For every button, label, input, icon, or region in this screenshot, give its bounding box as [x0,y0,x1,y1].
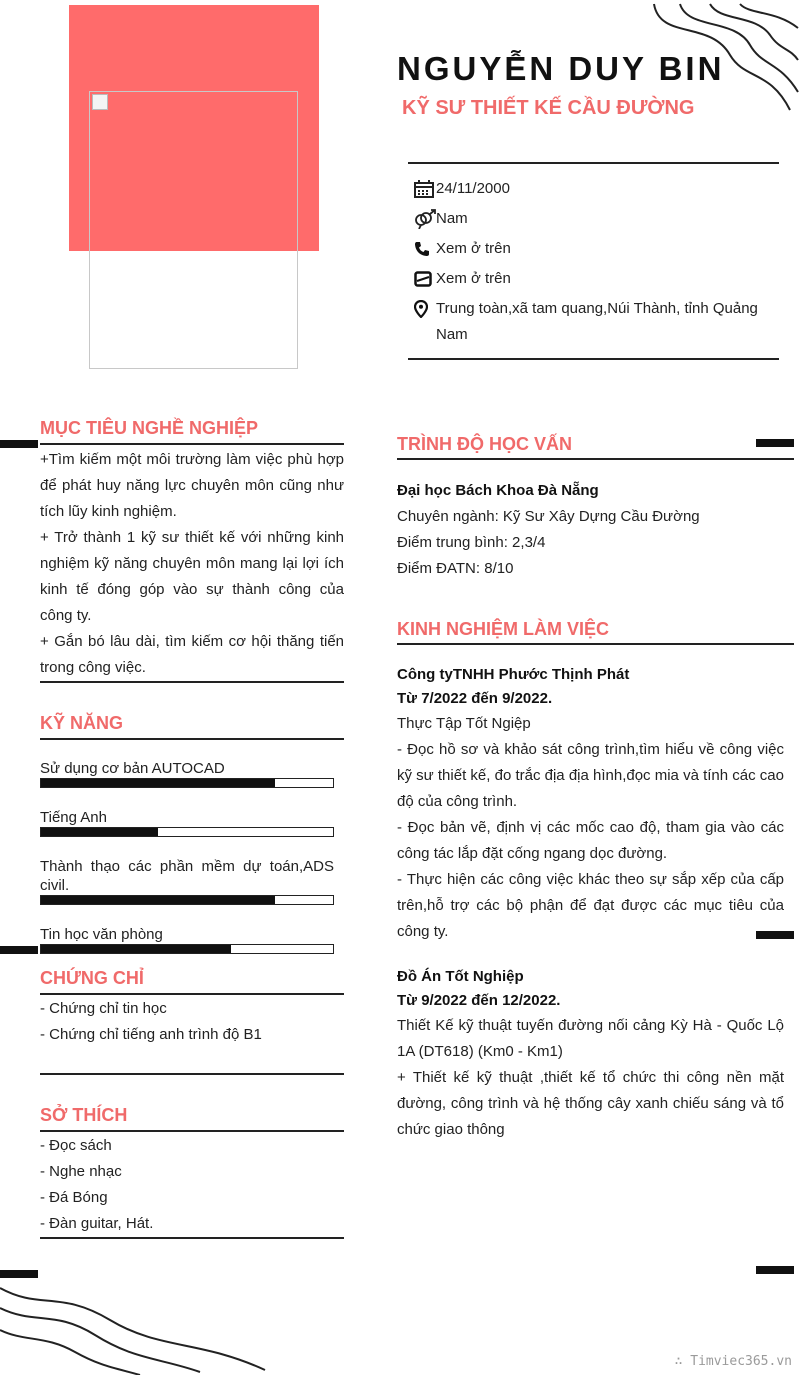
birthdate-text: 24/11/2000 [436,180,510,197]
email-text: Xem ở trên [436,270,511,287]
list-item: - Đàn guitar, Hát. [40,1215,154,1232]
section-divider [40,738,344,740]
section-divider [397,643,794,645]
skill-label: Thành thạo các phần mềm dự toán,ADS civil. [40,858,334,894]
location-pin-icon [414,296,436,322]
watermark: ∴ Timviec365.vn [674,1354,792,1369]
section-divider [40,1073,344,1075]
skill-level-fill [41,779,275,787]
list-item: - Đọc sách [40,1137,112,1154]
phone-icon [414,236,436,262]
contact-info [408,162,779,360]
email-icon [414,266,436,292]
experience-position: Thiết Kế kỹ thuật tuyến đường nối cảng Kỳ Hà - Quốc Lộ 1A (DT618) (Km0 - Km1) [397,1017,784,1060]
profile-photo [89,91,298,369]
experience-company: Đồ Án Tốt Nghiệp [397,968,524,985]
certificates-title: CHỨNG CHỈ [40,968,144,988]
list-item: - Nghe nhạc [40,1163,122,1180]
gender-icon [414,206,436,232]
skill-level-fill [41,828,158,836]
skill-label: Tiếng Anh [40,809,107,826]
objective-paragraph: + Trở thành 1 kỹ sư thiết kế với những kinh nghiệm kỹ năng chuyên môn mang lại lợi ích kinh tế đóng góp vào sự thành công của công ty. [40,529,344,624]
broken-image-icon [92,94,108,110]
contact-gender [414,206,766,232]
experience-period: Từ 7/2022 đến 9/2022. [397,690,553,707]
edge-marker [0,440,38,448]
contact-address [414,296,766,348]
calendar-icon [414,176,436,202]
section-divider [40,1130,344,1132]
list-item: - Chứng chỉ tiếng anh trình độ B1 [40,1026,262,1043]
list-item: - Chứng chỉ tin học [40,1000,167,1017]
edge-marker [756,439,794,447]
hobbies-title: SỞ THÍCH [40,1105,128,1125]
objective-title: MỤC TIÊU NGHỀ NGHIỆP [40,418,259,438]
education-title: TRÌNH ĐỘ HỌC VẤN [397,434,572,454]
experience-title: KINH NGHIỆM LÀM VIỆC [397,619,610,639]
hobbies-list [40,1133,344,1237]
skill-level-fill [41,896,275,904]
skills-title: KỸ NĂNG [40,713,124,733]
section-divider [397,458,794,460]
experience-position: Thực Tập Tốt Ngiệp [397,715,531,732]
education-thesis-score: Điểm ĐATN: 8/10 [397,560,514,577]
skill-label: Tin học văn phòng [40,926,163,943]
skill-level-fill [41,945,231,953]
gender-text: Nam [436,210,468,227]
skill-level-bar [40,895,334,905]
contact-phone [414,236,766,262]
decorative-waves-bottom [0,1280,280,1375]
contact-birthdate [414,176,766,202]
section-divider [40,681,344,683]
experience-detail: - Đọc hồ sơ và khảo sát công trình,tìm hiểu về công việc kỹ sư thiết kế, đo trắc địa địa hình,đọc mia và tính các cao độ của công trình. [397,741,784,810]
skill-label: Sử dụng cơ bản AUTOCAD [40,760,225,777]
objective-paragraph: + Gắn bó lâu dài, tìm kiếm cơ hội thăng tiến trong công việc. [40,633,344,676]
experience-detail: - Đọc bản vẽ, định vị các mốc cao độ, tham gia vào các công tác lắp đặt cống ngang dọc đường. [397,819,784,862]
experience-company: Công tyTNHH Phước Thịnh Phát [397,666,630,683]
experience-detail: + Thiết kế kỹ thuật ,thiết kế tổ chức thi công nền mặt đường, công trình và hệ thống cây xanh chiếu sáng và tổ chức giao thông [397,1069,784,1138]
objective-paragraph: +Tìm kiếm một môi trường làm việc phù hợp để phát huy năng lực chuyên môn cũng như tích lũy kinh nghiệm. [40,451,344,520]
experience-detail: - Thực hiện các công việc khác theo sự sắp xếp của cấp trên,hỗ trợ các bộ phận để đạt được các mục tiêu của công ty. [397,871,784,940]
edge-marker [0,1270,38,1278]
job-title: KỸ SƯ THIẾT KẾ CẦU ĐƯỜNG [402,97,695,119]
education-details [397,478,784,582]
education-gpa: Điểm trung bình: 2,3/4 [397,534,546,551]
school-name: Đại học Bách Khoa Đà Nẵng [397,482,599,499]
certificates-list [40,996,344,1048]
skill-level-bar [40,944,334,954]
edge-marker [0,946,38,954]
experience-period: Từ 9/2022 đến 12/2022. [397,992,561,1009]
candidate-name: NGUYỄN DUY BIN [397,50,725,87]
list-item: - Đá Bóng [40,1189,108,1206]
phone-text: Xem ở trên [436,240,511,257]
section-divider [40,1237,344,1239]
experience-entry [397,965,784,1143]
skill-level-bar [40,827,334,837]
experience-entry [397,663,784,945]
section-divider [40,993,344,995]
objective-text [40,447,344,681]
section-divider [40,443,344,445]
contact-email [414,266,766,292]
skill-level-bar [40,778,334,788]
edge-marker [756,1266,794,1274]
address-text: Trung toàn,xã tam quang,Núi Thành, tỉnh Quảng Nam [436,300,758,343]
education-major: Chuyên ngành: Kỹ Sư Xây Dựng Cầu Đường [397,508,700,525]
